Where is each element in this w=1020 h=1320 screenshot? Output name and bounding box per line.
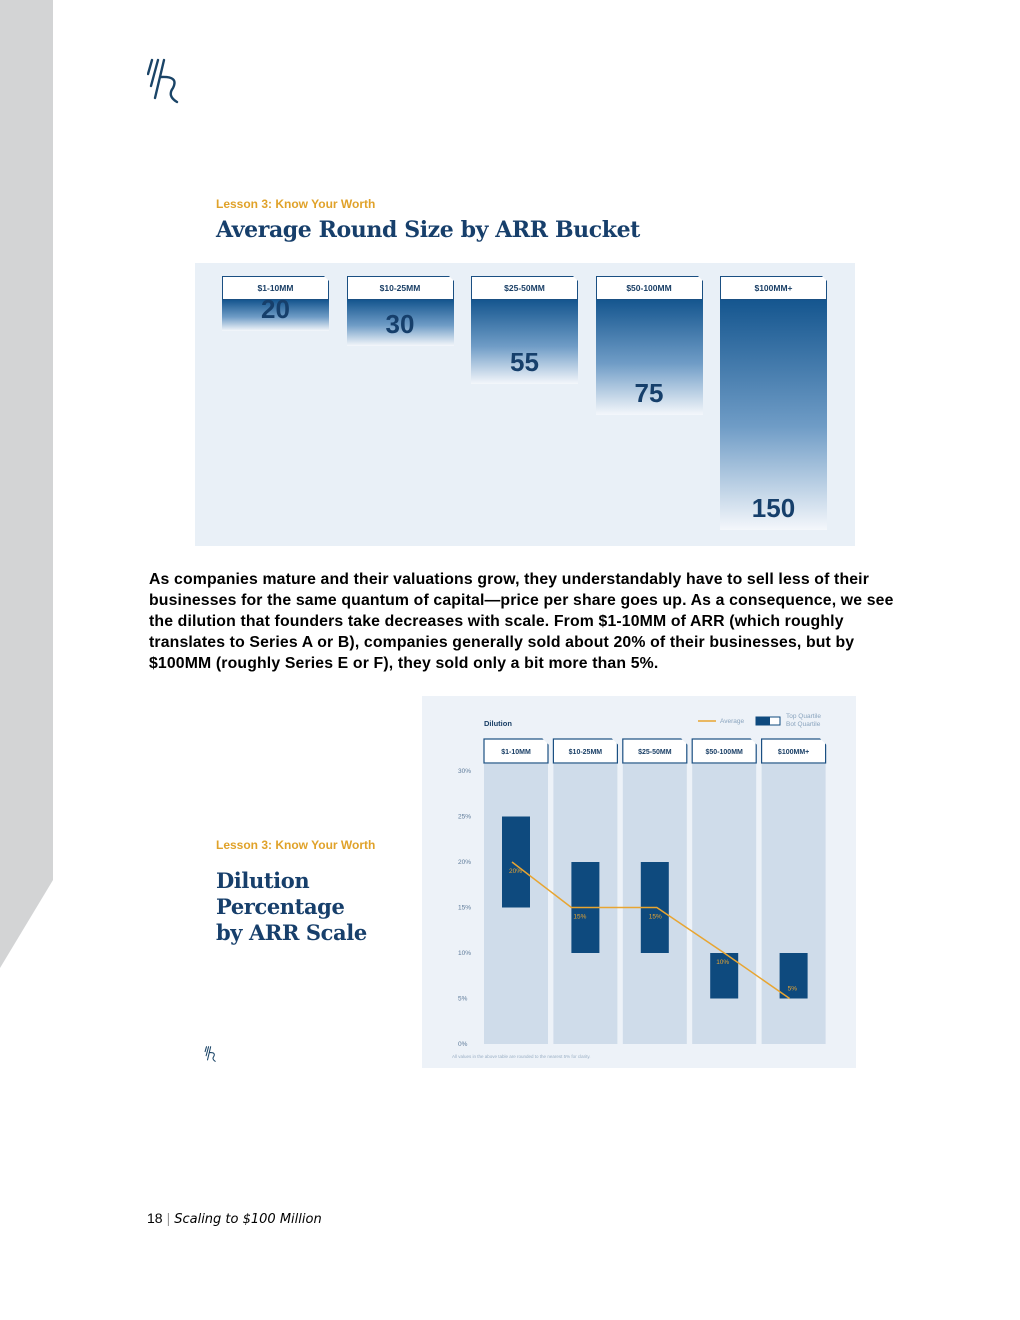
document-title: Scaling to $100 Million [174, 1212, 322, 1227]
y-tick-label: 10% [458, 950, 472, 957]
round-size-value-label: 20 [261, 293, 290, 324]
average-value-label: 15% [573, 913, 587, 921]
footer-separator: | [166, 1210, 171, 1226]
small-logo-icon [204, 1046, 218, 1062]
legend-average-label: Average [720, 718, 745, 725]
y-tick-label: 15% [458, 904, 472, 912]
y-tick-label: 30% [458, 768, 472, 775]
round-size-eyebrow: Lesson 3: Know Your Worth [216, 197, 376, 211]
quartile-range-bar [502, 817, 530, 908]
dilution-category-label: $50-100MM [705, 749, 743, 756]
dilution-chart [422, 696, 856, 1068]
round-size-category-label: $25-50MM [471, 276, 578, 300]
round-size-value-label: 30 [385, 309, 415, 339]
y-tick-label: 0% [458, 1041, 468, 1048]
dilution-category-label: $1-10MM [501, 749, 531, 756]
round-size-title: Average Round Size by ARR Bucket [216, 217, 640, 243]
round-size-chart [195, 263, 855, 546]
round-size-category-label: $10-25MM [347, 276, 454, 300]
average-value-label: 20% [509, 868, 523, 875]
dilution-side-title [216, 868, 367, 946]
dilution-category-label: $100MM+ [777, 749, 810, 756]
legend-quartile-fill [756, 717, 770, 725]
dilution-figure [422, 696, 856, 1068]
side-decor-band [0, 0, 60, 1320]
dilution-category-label: $25-50MM [638, 749, 672, 756]
round-size-category-label: $1-10MM [222, 276, 329, 300]
round-size-value-label: 150 [751, 493, 796, 523]
average-value-label: 15% [648, 913, 662, 921]
dilution-title-line-1: Dilution [216, 868, 310, 893]
brand-logo-icon [147, 58, 183, 104]
dilution-title-line-3: by ARR Scale [216, 920, 367, 945]
legend-bottom-label: Bot Quartile [786, 721, 821, 728]
round-size-value-label: 75 [634, 378, 664, 408]
round-size-value-label: 55 [510, 347, 539, 378]
average-value-label: 10% [716, 959, 730, 966]
average-value-label: 5% [787, 985, 798, 993]
y-tick-label: 20% [458, 859, 472, 866]
y-tick-label: 5% [458, 995, 468, 1003]
dilution-column-bg [692, 764, 756, 1044]
body-paragraph: As companies mature and their valuations grow, they understandably have to sell less of their businesses for the same quantum of capital—price per share goes up. As a consequence, we see the dilution that founders take decreases with scale. From $1-10MM of ARR (which roughly translates to Series A or B), companies generally sold about 20% of their businesses, but by $100MM (roughly Series E or F), they sold only a bit more than 5%. [149, 571, 894, 672]
round-size-category-label: $50-100MM [596, 276, 703, 300]
dilution-eyebrow: Lesson 3: Know Your Worth [216, 838, 376, 852]
page-number: 18 [147, 1210, 163, 1226]
dilution-footnote: All values in the above table are rounded to the nearest 5% for clarity. [452, 1054, 591, 1059]
dilution-category-label: $10-25MM [568, 749, 603, 756]
page-footer [147, 1210, 322, 1227]
y-tick-label: 25% [458, 813, 472, 821]
dilution-column-bg [762, 764, 826, 1044]
dilution-title-line-2: Percentage [216, 894, 345, 919]
round-size-category-label: $100MM+ [720, 276, 827, 300]
legend-top-label: Top Quartile [786, 713, 822, 720]
dilution-chart-title: Dilution [484, 719, 512, 728]
